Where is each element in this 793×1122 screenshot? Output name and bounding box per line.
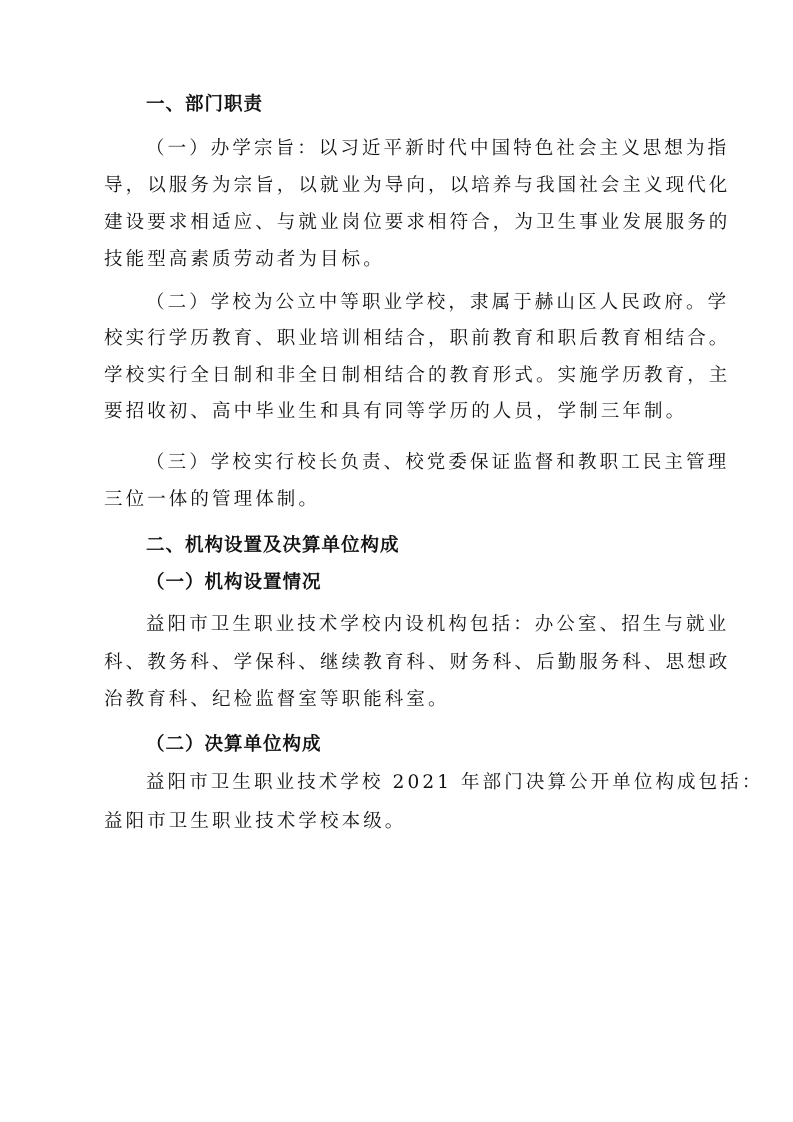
paragraph-line: 益阳市卫生职业技术学校内设机构包括：办公室、招生与就业 bbox=[146, 614, 730, 635]
paragraph-line: 技能型高素质劳动者为目标。 bbox=[104, 249, 385, 270]
paragraph-line: 学校实行全日制和非全日制相结合的教育形式。实施学历教育，主 bbox=[104, 365, 731, 386]
paragraph-line: （三）学校实行校长负责、校党委保证监督和教职工民主管理 bbox=[146, 452, 730, 473]
paragraph-line: 治教育科、纪检监督室等职能科室。 bbox=[104, 689, 450, 710]
section-2-heading: 二、机构设置及决算单位构成 bbox=[146, 535, 400, 556]
paragraph-line: 要招收初、高中毕业生和具有同等学历的人员，学制三年制。 bbox=[104, 401, 688, 422]
paragraph-line: 三位一体的管理体制。 bbox=[104, 489, 321, 510]
paragraph-line: 导，以服务为宗旨，以就业为导向，以培养与我国社会主义现代化 bbox=[104, 175, 731, 196]
subsection-2-heading: （二）决算单位构成 bbox=[146, 734, 322, 755]
paragraph-line: 建设要求相适应、与就业岗位要求相符合，为卫生事业发展服务的 bbox=[104, 212, 731, 233]
paragraph-line: （二）学校为公立中等职业学校，隶属于赫山区人民政府。学 bbox=[146, 292, 730, 313]
section-1-heading: 一、部门职责 bbox=[146, 94, 264, 115]
paragraph-line: 科、教务科、学保科、继续教育科、财务科、后勤服务科、思想政 bbox=[104, 652, 731, 673]
paragraph-line: 益阳市卫生职业技术学校本级。 bbox=[104, 811, 407, 832]
paragraph-line: （一）办学宗旨：以习近平新时代中国特色社会主义思想为指 bbox=[146, 138, 730, 159]
paragraph-line: 益阳市卫生职业技术学校 2021 年部门决算公开单位构成包括： bbox=[146, 772, 764, 793]
paragraph-line: 校实行学历教育、职业培训相结合，职前教育和职后教育相结合。 bbox=[104, 328, 731, 349]
subsection-1-heading: （一）机构设置情况 bbox=[146, 572, 322, 593]
